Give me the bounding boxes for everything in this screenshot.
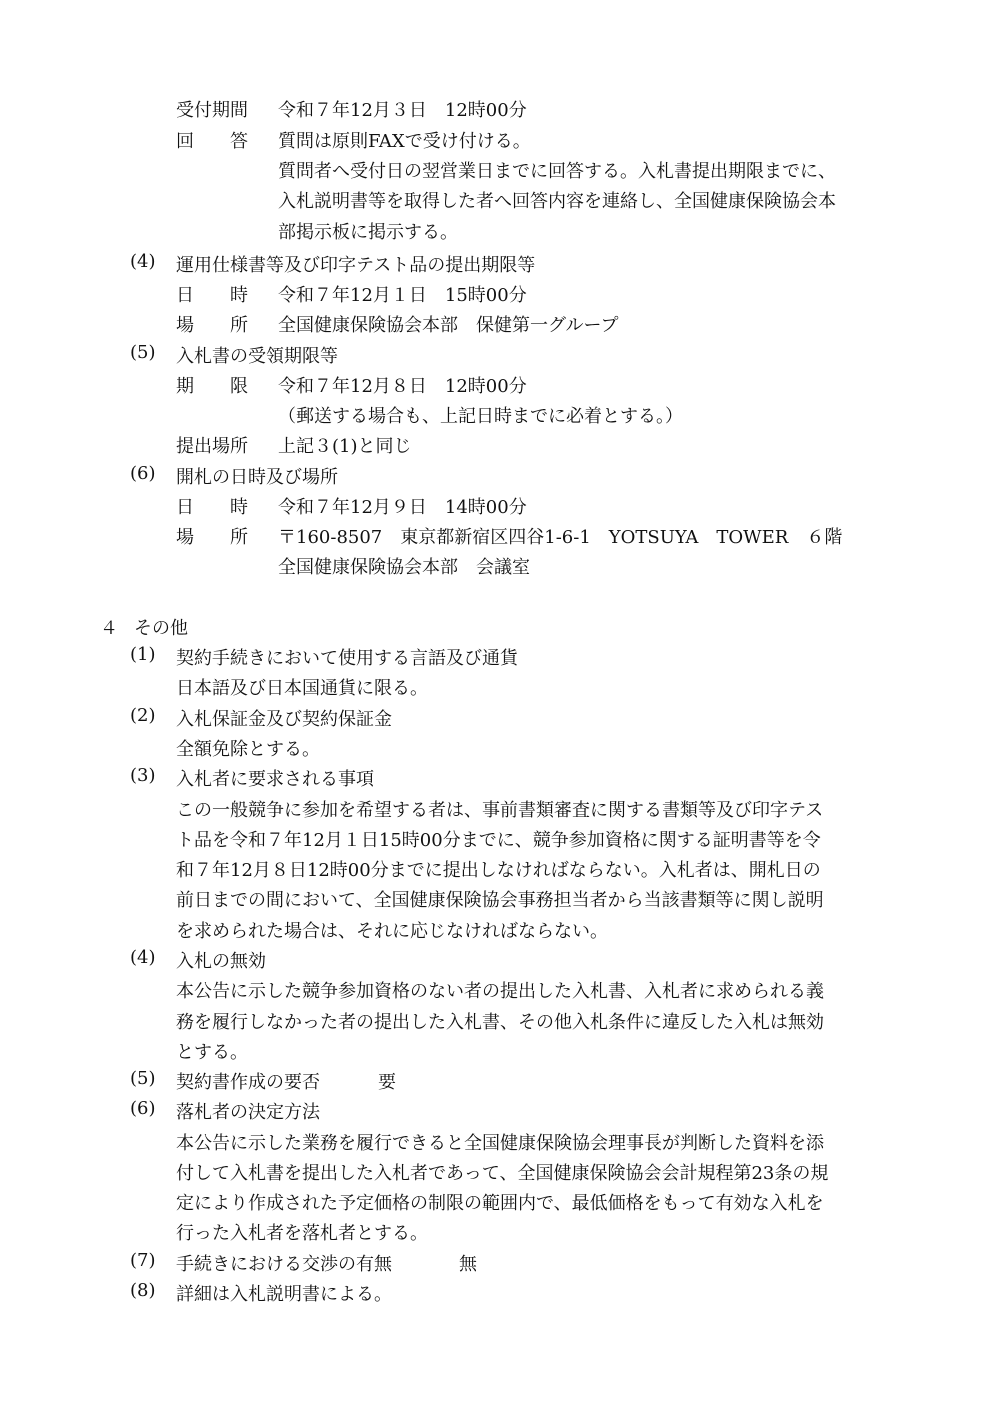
item-number: (5) xyxy=(130,1068,156,1089)
item-title: 手続きにおける交渉の有無 xyxy=(176,1254,392,1275)
item-number: (4) xyxy=(130,947,156,968)
deadline-label: 期 限 xyxy=(176,376,248,397)
item-number: (1) xyxy=(130,644,156,665)
datetime-label: 日 時 xyxy=(176,285,248,306)
datetime-value: 令和７年12月９日 14時00分 xyxy=(278,497,527,518)
item-body-line: 本公告に示した業務を履行できると全国健康保険協会理事長が判断した資料を添 xyxy=(176,1133,824,1154)
answer-line: 質問は原則FAXで受け付ける。 xyxy=(278,131,531,152)
answer-line: 部掲示板に掲示する。 xyxy=(278,222,458,243)
item-body-line: 全額免除とする。 xyxy=(176,739,320,760)
place-value: 全国健康保険協会本部 保健第一グループ xyxy=(278,315,619,336)
answer-label: 回 答 xyxy=(176,131,248,152)
place-value: 全国健康保険協会本部 会議室 xyxy=(278,557,530,578)
reception-period-label: 受付期間 xyxy=(176,100,248,121)
place-label: 場 所 xyxy=(176,527,248,548)
item-number: (8) xyxy=(130,1280,156,1301)
place-value: 〒160-8507 東京都新宿区四谷1-6-1 YOTSUYA TOWER ６階 xyxy=(278,527,843,548)
item-body-line: ト品を令和７年12月１日15時00分までに、競争参加資格に関する証明書等を令 xyxy=(176,830,821,851)
item-number: (3) xyxy=(130,765,156,786)
item-title: 入札保証金及び契約保証金 xyxy=(176,709,392,730)
item-body-line: 本公告に示した競争参加資格のない者の提出した入札書、入札者に求められる義 xyxy=(176,981,824,1002)
item-body-line: 付して入札書を提出した入札者であって、全国健康保険協会会計規程第23条の規 xyxy=(176,1163,829,1184)
item-title: 入札書の受領期限等 xyxy=(176,346,338,367)
item-title: 入札者に要求される事項 xyxy=(176,769,374,790)
item-number: (6) xyxy=(130,463,156,484)
item-title: 詳細は入札説明書による。 xyxy=(176,1284,392,1305)
item-title: 契約書作成の要否 xyxy=(176,1072,320,1093)
datetime-label: 日 時 xyxy=(176,497,248,518)
item-number: (5) xyxy=(130,342,156,363)
item-body-line: を求められた場合は、それに応じなければならない。 xyxy=(176,921,608,942)
deadline-value: 令和７年12月８日 12時00分 xyxy=(278,376,527,397)
item-number: (6) xyxy=(130,1098,156,1119)
item-body-line: 日本語及び日本国通貨に限る。 xyxy=(176,678,428,699)
section-title: その他 xyxy=(134,618,188,639)
item-title: 契約手続きにおいて使用する言語及び通貨 xyxy=(176,648,518,669)
item-title: 運用仕様書等及び印字テスト品の提出期限等 xyxy=(176,255,536,276)
item-value: 無 xyxy=(459,1254,477,1275)
submission-place-value: 上記３(1)と同じ xyxy=(278,436,412,457)
submission-place-label: 提出場所 xyxy=(176,436,248,457)
item-number: (2) xyxy=(130,705,156,726)
item-body-line: とする。 xyxy=(176,1042,248,1063)
item-body-line: 務を履行しなかった者の提出した入札書、その他入札条件に違反した入札は無効 xyxy=(176,1012,824,1033)
answer-line: 入札説明書等を取得した者へ回答内容を連絡し、全国健康保険協会本 xyxy=(278,191,836,212)
item-title: 開札の日時及び場所 xyxy=(176,467,338,488)
item-body-line: 前日までの間において、全国健康保険協会事務担当者から当該書類等に関し説明 xyxy=(176,890,824,911)
reception-period-value: 令和７年12月３日 12時00分 xyxy=(278,100,527,121)
item-body-line: 行った入札者を落札者とする。 xyxy=(176,1223,428,1244)
item-number: (4) xyxy=(130,251,156,272)
item-body-line: 和７年12月８日12時00分までに提出しなければならない。入札者は、開札日の xyxy=(176,860,821,881)
section-number: ４ xyxy=(100,618,118,639)
place-label: 場 所 xyxy=(176,315,248,336)
datetime-value: 令和７年12月１日 15時00分 xyxy=(278,285,527,306)
item-title: 入札の無効 xyxy=(176,951,266,972)
deadline-note: （郵送する場合も、上記日時までに必着とする。） xyxy=(278,406,683,427)
item-body-line: 定により作成された予定価格の制限の範囲内で、最低価格をもって有効な入札を xyxy=(176,1193,824,1214)
item-value: 要 xyxy=(378,1072,396,1093)
item-number: (7) xyxy=(130,1250,156,1271)
item-title: 落札者の決定方法 xyxy=(176,1102,320,1123)
answer-line: 質問者へ受付日の翌営業日までに回答する。入札書提出期限までに、 xyxy=(278,161,836,182)
item-body-line: この一般競争に参加を希望する者は、事前書類審査に関する書類等及び印字テス xyxy=(176,800,824,821)
